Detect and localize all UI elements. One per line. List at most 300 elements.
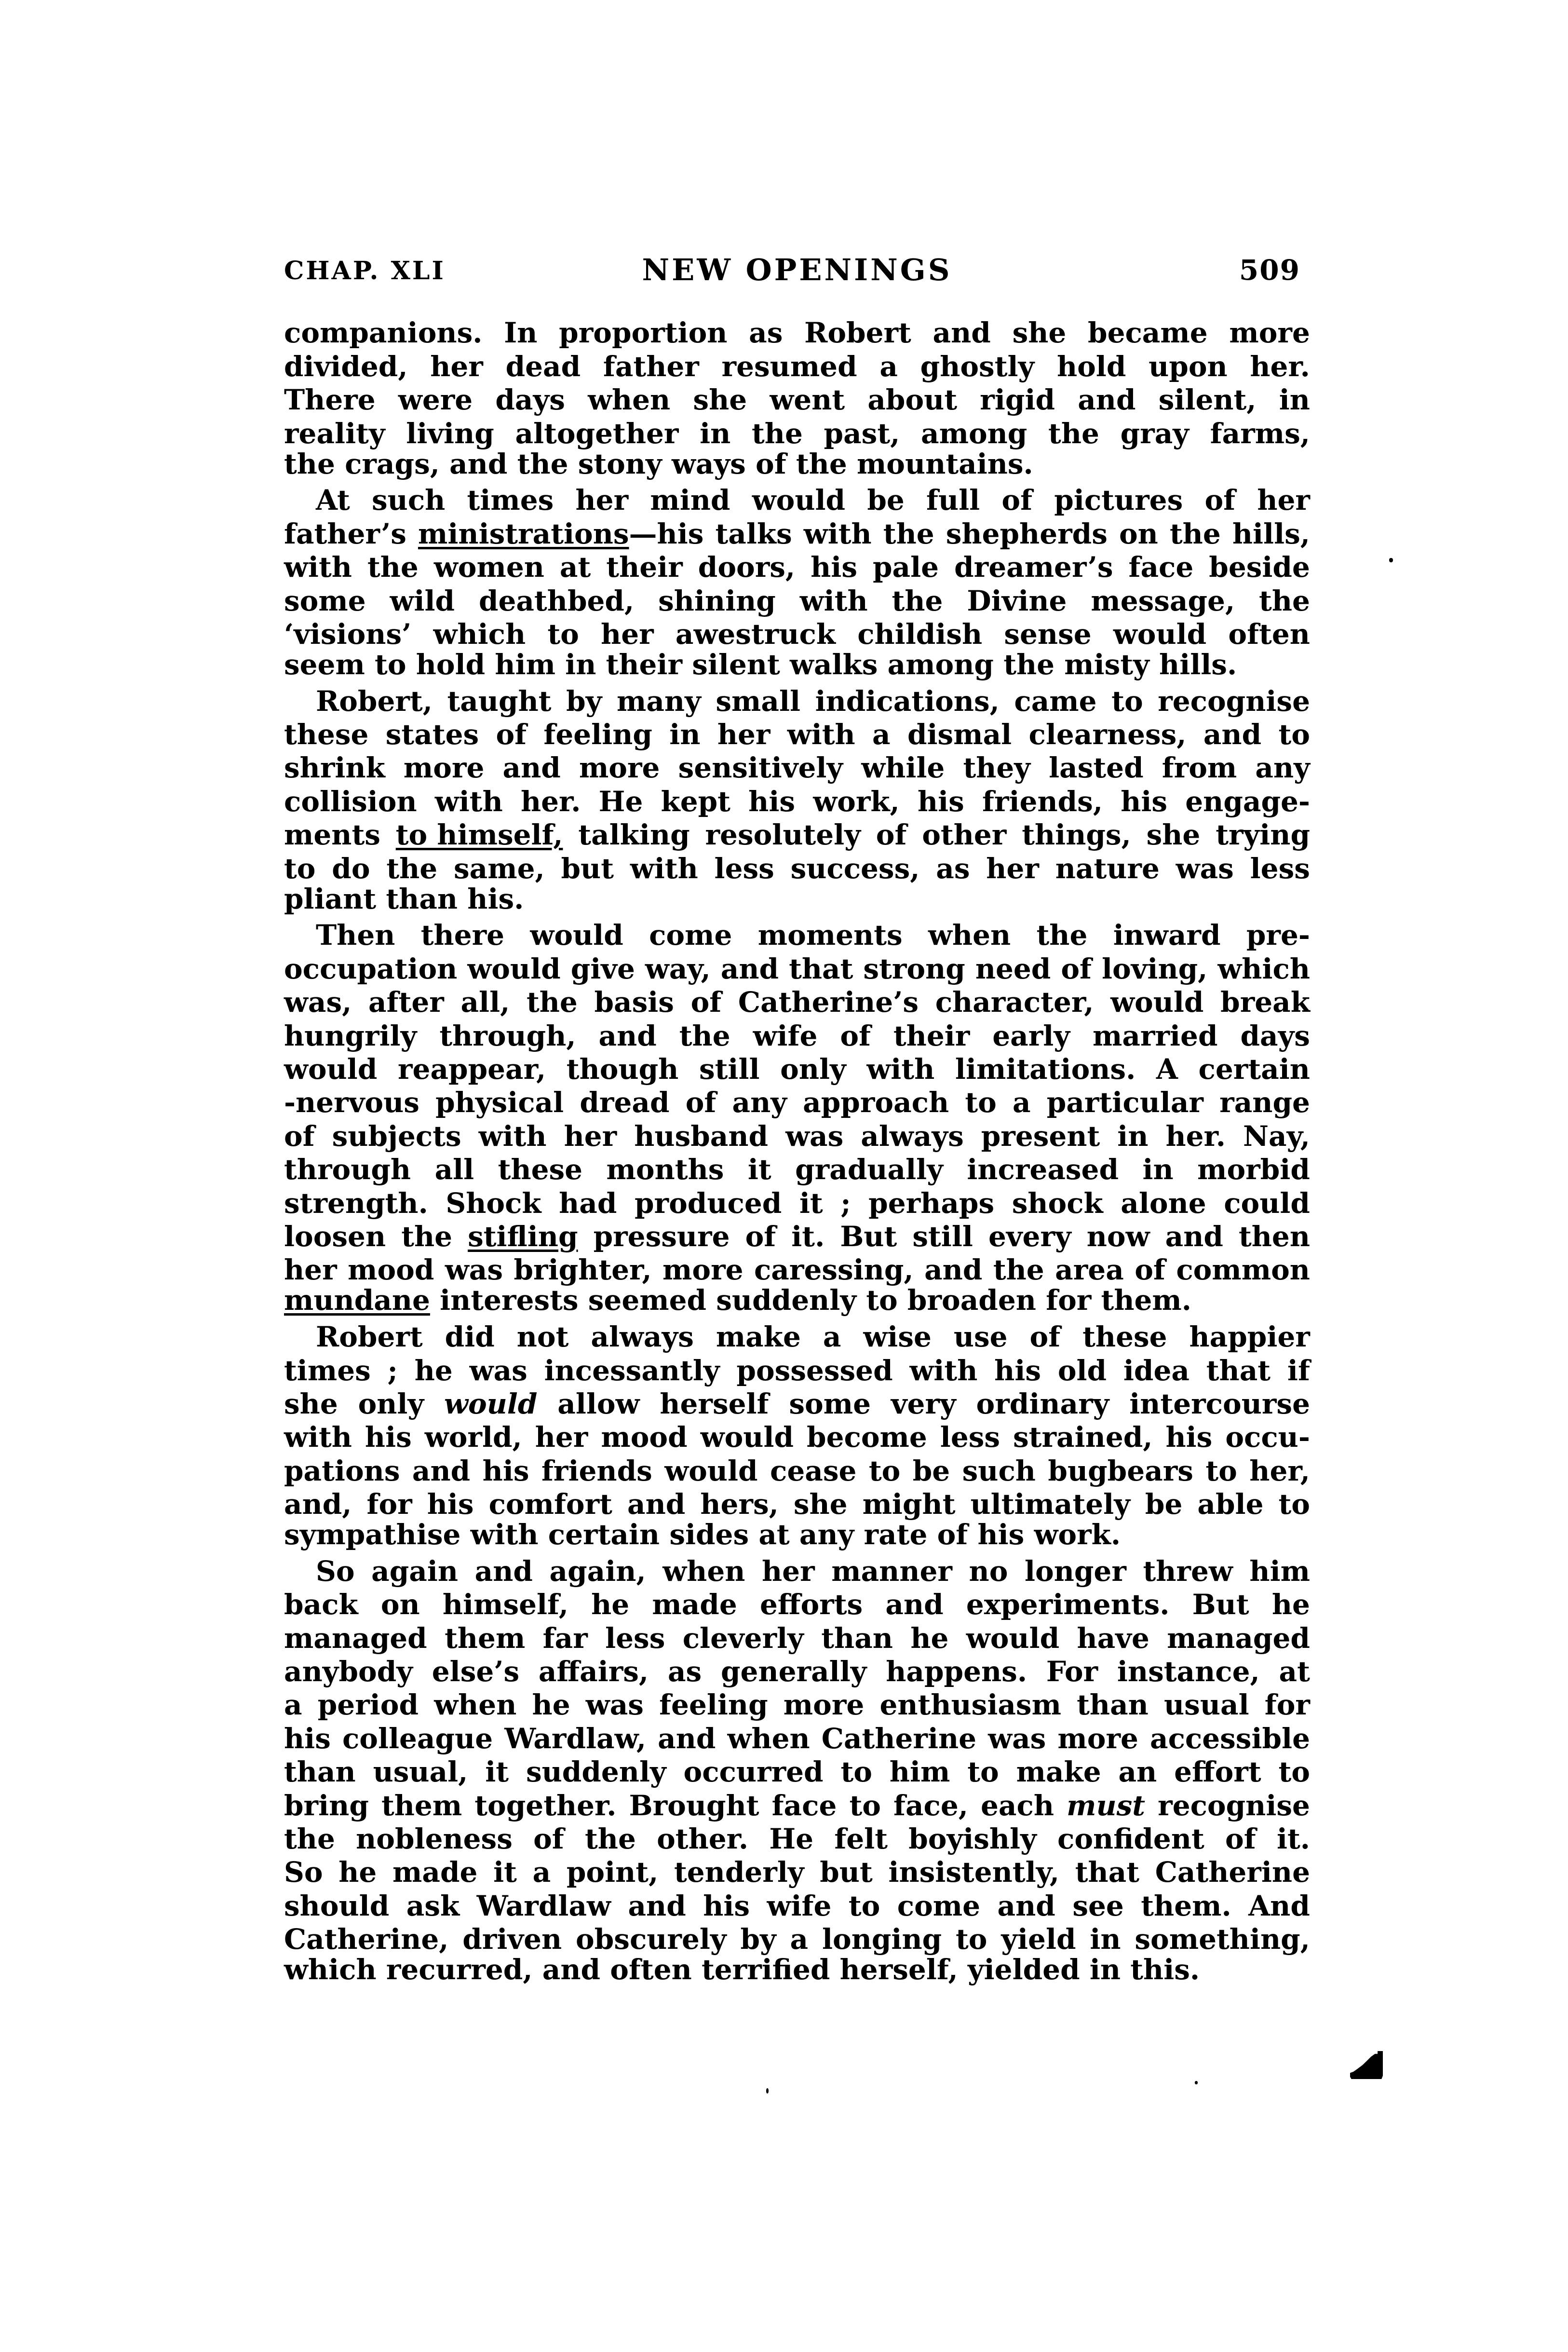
word: a — [823, 1320, 841, 1354]
word: enthusiasm — [879, 1688, 1061, 1722]
word: and — [628, 1889, 686, 1922]
word: beside — [1209, 551, 1310, 584]
word: father — [603, 350, 699, 383]
word: moments — [757, 919, 903, 952]
paragraph — [284, 481, 1310, 681]
word: a — [879, 350, 898, 383]
word: ask — [406, 1889, 460, 1922]
word: in — [669, 718, 701, 751]
word: loosen — [284, 1220, 386, 1253]
word: basis — [594, 986, 674, 1019]
word: farms, — [1210, 417, 1310, 450]
word: suddenly — [716, 1284, 857, 1317]
word: would — [444, 1387, 538, 1420]
word: to — [1111, 684, 1143, 718]
word: For — [1046, 1655, 1098, 1688]
word: become — [807, 1421, 927, 1454]
word: himself, — [442, 1588, 568, 1621]
word: ; — [840, 1186, 851, 1220]
word: trying — [1216, 818, 1310, 852]
word: insistently, — [888, 1856, 1060, 1889]
word: became — [1088, 316, 1208, 350]
word: any — [799, 1518, 854, 1551]
word: less — [940, 1421, 1000, 1454]
text-line — [284, 1083, 1310, 1119]
word: a — [284, 1688, 302, 1722]
word: but — [820, 1856, 873, 1889]
word: come — [649, 919, 732, 952]
word: her — [535, 1421, 588, 1454]
word: her — [717, 718, 770, 751]
word: when — [662, 1554, 745, 1588]
word: these — [498, 1153, 583, 1186]
word: that — [789, 952, 853, 985]
word: and — [658, 1722, 716, 1755]
word: not — [516, 1320, 569, 1354]
text-line — [284, 1853, 1310, 1889]
word: misty — [1064, 648, 1149, 681]
word: on — [1119, 517, 1158, 550]
word: Catherine’s — [738, 986, 919, 1019]
word: to — [956, 1923, 987, 1956]
word: sense — [1004, 617, 1092, 651]
word: he — [591, 1588, 630, 1621]
word: range — [1219, 1086, 1310, 1119]
word: and — [449, 447, 508, 480]
word: was, — [284, 986, 352, 1019]
word: hers, — [700, 1488, 779, 1521]
word: usual, — [373, 1755, 468, 1789]
word: her — [564, 1119, 617, 1153]
word: then — [1238, 1220, 1310, 1253]
word: have — [1077, 1621, 1149, 1655]
word: proportion — [559, 316, 728, 350]
ink-speck — [766, 2088, 769, 2094]
word: did — [445, 1320, 495, 1354]
word: more — [1057, 1722, 1138, 1755]
word: work. — [1034, 1518, 1121, 1551]
word: subjects — [332, 1119, 461, 1153]
word: ministrations—his — [418, 517, 704, 550]
word: his — [427, 1488, 474, 1521]
word: his — [977, 1518, 1025, 1551]
word: make — [716, 1320, 801, 1354]
word: a — [872, 718, 891, 751]
text-line — [284, 1518, 1310, 1551]
word: limitations. — [955, 1052, 1136, 1086]
word: way, — [645, 952, 711, 985]
word: the — [1169, 517, 1221, 550]
word: rate — [864, 1518, 928, 1551]
word: her — [1257, 484, 1310, 517]
word: of — [937, 1518, 968, 1551]
word: use — [953, 1320, 1008, 1354]
word: went — [770, 383, 845, 417]
word: deathbed, — [478, 584, 635, 617]
word: increased — [967, 1153, 1119, 1186]
word: the — [679, 1019, 730, 1052]
word: boyishly — [908, 1822, 1037, 1855]
word: broaden — [907, 1284, 1036, 1317]
word: days — [1240, 1019, 1310, 1052]
word: when — [588, 383, 671, 417]
word: ghostly — [920, 350, 1035, 383]
word: But — [1192, 1588, 1249, 1621]
word: her, — [1249, 1454, 1310, 1487]
word: with — [787, 718, 855, 751]
word: all — [434, 1153, 474, 1186]
word: and — [474, 1554, 533, 1588]
word: and — [720, 952, 779, 985]
word: ments — [284, 818, 380, 852]
text-line — [284, 849, 1310, 885]
word: all, — [460, 986, 510, 1019]
word: more — [403, 751, 485, 785]
word: wife — [767, 1889, 832, 1922]
word: wild — [390, 584, 455, 617]
word: to — [840, 1755, 872, 1789]
word: might — [862, 1488, 956, 1521]
word: physical — [435, 1086, 564, 1119]
word: tenderly — [674, 1856, 804, 1889]
word: break — [1220, 986, 1310, 1019]
word: common — [1176, 1253, 1310, 1287]
word: nature — [1055, 852, 1160, 885]
word: make — [1016, 1755, 1101, 1789]
text-line — [284, 648, 1310, 681]
word: now — [1086, 1220, 1150, 1253]
word: her — [601, 617, 654, 651]
word: talks — [715, 517, 792, 550]
word: possessed — [736, 1354, 893, 1387]
word: with — [478, 1119, 547, 1153]
word: many — [616, 684, 701, 718]
word: they — [963, 751, 1030, 785]
word: through, — [439, 1019, 576, 1052]
word: Brought — [629, 1789, 759, 1822]
word: point, — [566, 1856, 659, 1889]
word: a — [1013, 1086, 1031, 1119]
word: stifling — [468, 1220, 578, 1253]
word: there — [420, 919, 505, 952]
text-line — [284, 1953, 1310, 1986]
text-line — [284, 1217, 1310, 1251]
word: with — [284, 551, 352, 584]
word: of — [745, 1220, 776, 1253]
text-line — [284, 414, 1310, 450]
word: anybody — [284, 1655, 413, 1688]
word: to — [849, 1789, 881, 1822]
word: usual — [1164, 1688, 1249, 1722]
word: need — [975, 952, 1051, 985]
word: still — [699, 1052, 760, 1086]
word: for — [366, 1488, 412, 1521]
word: early — [992, 1019, 1070, 1052]
word: as — [936, 852, 970, 885]
word: he — [1271, 1588, 1310, 1621]
word: doors, — [698, 551, 796, 584]
word: interests — [440, 1284, 579, 1317]
word: produced — [634, 1186, 782, 1220]
word: resumed — [721, 350, 857, 383]
word: about — [867, 383, 958, 417]
word: experiments. — [966, 1588, 1170, 1621]
word: that — [1206, 1354, 1271, 1387]
word: resolutely — [705, 818, 861, 852]
text-line — [284, 715, 1310, 751]
word: allow — [557, 1387, 640, 1420]
word: would — [752, 484, 846, 517]
word: it — [799, 1186, 823, 1220]
text-line — [284, 816, 1310, 852]
word: she — [1012, 316, 1067, 350]
word: often — [1228, 617, 1310, 651]
word: perhaps — [868, 1186, 995, 1220]
word: it — [493, 1856, 517, 1889]
word: else’s — [432, 1655, 520, 1688]
word: the — [892, 584, 943, 617]
word: for — [1046, 1284, 1092, 1317]
word: pressure — [593, 1220, 730, 1253]
word: of — [1061, 952, 1092, 985]
word: less — [605, 1621, 665, 1655]
text-line — [284, 1385, 1310, 1418]
word: and — [502, 751, 561, 785]
word: success, — [790, 852, 920, 885]
word: states — [385, 718, 479, 751]
word: of — [1135, 1253, 1165, 1287]
word: able — [1197, 1488, 1264, 1521]
word: to — [967, 1755, 999, 1789]
word: in — [1090, 1923, 1121, 1956]
word: driven — [462, 1923, 562, 1956]
word: times — [467, 484, 554, 517]
word: with — [284, 1421, 352, 1454]
word: them — [445, 1621, 526, 1655]
word: He — [769, 1822, 814, 1855]
word: was — [585, 1688, 644, 1722]
word: upon — [1149, 350, 1228, 383]
word: crags, — [345, 447, 440, 480]
word: shining — [658, 584, 776, 617]
word: it. — [1276, 1822, 1310, 1855]
word: more — [662, 1253, 743, 1287]
text-line — [284, 1351, 1310, 1387]
word: every — [988, 1220, 1071, 1253]
word: from — [1162, 751, 1237, 785]
word: her — [284, 1253, 337, 1287]
word: made — [652, 1588, 737, 1621]
word: in — [1117, 1119, 1149, 1153]
word: to — [547, 617, 579, 651]
word: of — [1225, 1822, 1256, 1855]
word: and — [885, 1588, 944, 1621]
word: hills. — [1159, 648, 1237, 681]
word: to — [866, 1284, 898, 1317]
word: only — [780, 1052, 846, 1086]
text-line — [284, 1920, 1310, 1956]
word: message, — [1091, 584, 1235, 617]
word: with — [470, 1518, 539, 1551]
text-line — [284, 916, 1310, 952]
ink-speck — [1389, 558, 1393, 562]
word: had — [559, 1186, 617, 1220]
word: it. — [791, 1220, 825, 1253]
word: than — [821, 1621, 893, 1655]
word: their — [606, 648, 683, 681]
word: taught — [447, 684, 552, 718]
word: of — [756, 447, 786, 480]
word: idea — [1123, 1354, 1190, 1387]
word: them. — [1141, 1889, 1231, 1922]
word: always — [591, 1320, 694, 1354]
word: each — [981, 1789, 1054, 1822]
word: and — [997, 1889, 1055, 1922]
word: were — [398, 383, 473, 417]
word: the — [1259, 584, 1310, 617]
word: inward — [1113, 919, 1221, 952]
word: their — [893, 1019, 970, 1052]
word: the — [517, 447, 568, 480]
word: their — [606, 551, 683, 584]
word: the — [883, 517, 934, 550]
word: such — [372, 484, 446, 517]
paragraph — [284, 916, 1310, 1318]
word: hold — [416, 648, 486, 681]
word: incessantly — [544, 1354, 720, 1387]
word: feeling — [659, 1688, 768, 1722]
word: in — [565, 648, 596, 681]
running-header — [284, 251, 1310, 289]
word: to — [1278, 1755, 1310, 1789]
word: obscurely — [576, 1923, 727, 1956]
word: always — [861, 1119, 964, 1153]
text-line — [284, 1150, 1310, 1186]
word: to — [1278, 718, 1310, 751]
word: to — [848, 1889, 880, 1922]
word: which — [284, 1953, 377, 1986]
word: should — [284, 1889, 390, 1922]
word: among — [887, 648, 994, 681]
word: with — [799, 584, 868, 617]
word: world, — [424, 1421, 522, 1454]
word: his — [748, 785, 796, 818]
word: Catherine — [821, 1722, 977, 1755]
word: at — [758, 1518, 790, 1551]
word: in — [1089, 1953, 1121, 1986]
word: effort — [1174, 1755, 1261, 1789]
text-line — [284, 883, 1310, 916]
word: character, — [935, 986, 1094, 1019]
word: bugbears — [1048, 1454, 1193, 1487]
word: something, — [1135, 1923, 1310, 1956]
word: than — [284, 1755, 356, 1789]
word: feeling — [543, 718, 652, 751]
ink-speck — [1195, 2081, 1198, 2084]
word: managed — [284, 1621, 427, 1655]
word: in — [1279, 383, 1310, 417]
word: kept — [661, 785, 730, 818]
word: it — [747, 1153, 771, 1186]
word: seemed — [588, 1284, 707, 1317]
word: some — [789, 1387, 871, 1420]
word: certain — [1198, 1052, 1310, 1086]
word: still — [912, 1220, 973, 1253]
word: old — [1057, 1354, 1107, 1387]
word: of — [876, 818, 907, 852]
word: if — [1287, 1354, 1310, 1387]
word: his — [365, 1421, 412, 1454]
word: Robert — [316, 1320, 423, 1354]
word: loving, — [1102, 952, 1208, 985]
word: But — [840, 1220, 897, 1253]
word: times — [284, 1354, 371, 1387]
word: less — [714, 852, 774, 885]
word: him — [495, 648, 555, 681]
word: work, — [813, 785, 900, 818]
word: as — [667, 1655, 702, 1688]
word: recognise — [1158, 1789, 1310, 1822]
word: rigid — [980, 383, 1055, 417]
word: at — [1279, 1655, 1310, 1688]
word: Catherine — [1155, 1856, 1310, 1889]
word: to — [1205, 1454, 1237, 1487]
word: felt — [834, 1822, 888, 1855]
word: this. — [1130, 1953, 1200, 1986]
word: the — [1048, 417, 1099, 450]
word: see — [1072, 1889, 1124, 1922]
word: give — [570, 952, 635, 985]
word: affairs, — [538, 1655, 649, 1688]
word: Catherine, — [284, 1923, 449, 1956]
word: morbid — [1197, 1153, 1310, 1186]
word: any — [1255, 751, 1310, 785]
word: And — [1248, 1889, 1310, 1922]
word: women — [433, 551, 544, 584]
text-line — [284, 1585, 1310, 1621]
word: longing — [822, 1923, 942, 1956]
word: the — [401, 1220, 453, 1253]
word: by — [740, 1923, 776, 1956]
word: recognise — [1158, 684, 1310, 718]
word: Then — [316, 919, 395, 952]
word: was — [1176, 852, 1234, 885]
paragraph — [284, 1318, 1310, 1552]
word: more — [1229, 316, 1310, 350]
word: on — [380, 1588, 420, 1621]
word: an — [1118, 1755, 1157, 1789]
word: colleague — [342, 1722, 493, 1755]
text-line — [284, 983, 1310, 1019]
word: more — [579, 751, 660, 785]
word: to — [868, 1454, 901, 1487]
word: sympathise — [284, 1518, 461, 1551]
word: of — [1001, 484, 1033, 517]
word: would — [284, 1052, 378, 1086]
word: to — [1278, 1488, 1310, 1521]
word: married — [1092, 1019, 1218, 1052]
word: would — [1113, 617, 1207, 651]
word: she — [1146, 818, 1201, 852]
word: these — [1082, 1320, 1167, 1354]
word: generally — [721, 1655, 867, 1688]
page-number: 509 — [1239, 254, 1300, 286]
word: strained, — [1013, 1421, 1153, 1454]
word: his — [482, 1454, 529, 1487]
word: sensitively — [678, 751, 843, 785]
word: in — [700, 417, 731, 450]
word: herself — [660, 1387, 769, 1420]
